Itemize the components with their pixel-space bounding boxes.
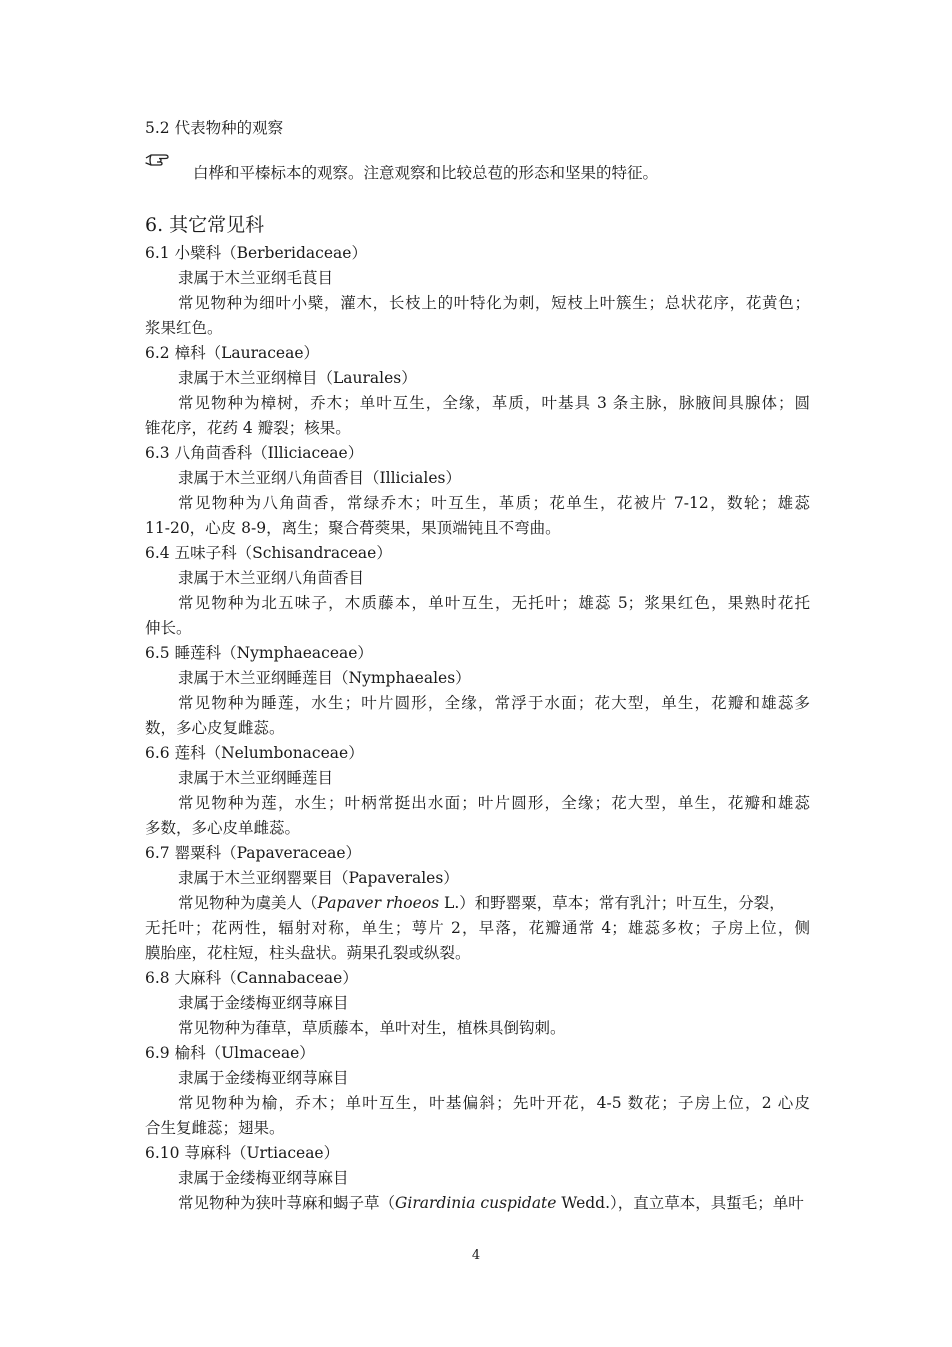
- family-heading-6-6: 6.6 莲科（Nelumbonaceae）: [145, 744, 364, 762]
- description-line: 合生复雌蕊；翅果。: [145, 1119, 285, 1137]
- description-line-poppy: [178, 891, 810, 915]
- description-line: 常见物种为莲，水生；叶柄常挺出水面；叶片圆形，全缘；花大型，单生，花瓣和雄蕊: [178, 794, 810, 812]
- section-heading-5-2: 5.2 代表物种的观察: [145, 119, 284, 137]
- description-line-nettle: [178, 1191, 810, 1215]
- classification-line: 隶属于金缕梅亚纲荨麻目: [178, 1169, 349, 1187]
- family-heading-6-4: 6.4 五味子科（Schisandraceae）: [145, 544, 392, 562]
- description-line: 11-20，心皮 8-9，离生；聚合蓇葖果，果顶端钝且不弯曲。: [145, 519, 561, 537]
- description-line: 数，多心皮复雌蕊。: [145, 719, 285, 737]
- classification-line: 隶属于木兰亚纲八角茴香目（Illiciales）: [178, 469, 461, 487]
- family-heading-6-2: 6.2 樟科（Lauraceae）: [145, 344, 320, 362]
- classification-line: 隶属于木兰亚纲睡莲目（Nymphaeales）: [178, 669, 471, 687]
- description-line: 多数，多心皮单雌蕊。: [145, 819, 301, 837]
- description-line: 常见物种为樟树，乔木；单叶互生，全缘，革质，叶基具 3 条主脉，脉腋间具腺体；圆: [178, 394, 810, 412]
- page-number: 4: [471, 1248, 481, 1263]
- text-segment: Wedd.），直立草本，具蜇毛；单叶: [556, 1194, 804, 1212]
- classification-line: 隶属于木兰亚纲罂粟目（Papaverales）: [178, 869, 459, 887]
- observation-note: 白桦和平榛标本的观察。注意观察和比较总苞的形态和坚果的特征。: [193, 164, 659, 182]
- description-line: 常见物种为睡莲，水生；叶片圆形，全缘，常浮于水面；花大型，单生，花瓣和雄蕊多: [178, 694, 810, 712]
- pointing-hand-icon: [145, 151, 175, 171]
- description-line: 浆果红色。: [145, 319, 223, 337]
- classification-line: 隶属于木兰亚纲毛茛目: [178, 269, 334, 287]
- classification-line: 隶属于金缕梅亚纲荨麻目: [178, 1069, 349, 1087]
- species-name: Papaver rhoeos: [317, 894, 440, 912]
- description-line: 膜胎座，花柱短，柱头盘状。蒴果孔裂或纵裂。: [145, 944, 471, 962]
- description-line: 锥花序，花药 4 瓣裂；核果。: [145, 419, 351, 437]
- family-heading-6-9: 6.9 榆科（Ulmaceae）: [145, 1044, 315, 1062]
- text-segment: 常见物种为狭叶荨麻和蝎子草（: [178, 1194, 396, 1212]
- description-line: 伸长。: [145, 619, 192, 637]
- classification-line: 隶属于木兰亚纲八角茴香目: [178, 569, 365, 587]
- family-heading-6-3: 6.3 八角茴香科（Illiciaceae）: [145, 444, 364, 462]
- description-line: 常见物种为八角茴香，常绿乔木；叶互生，革质；花单生，花被片 7-12，数轮；雄蕊: [178, 494, 810, 512]
- family-heading-6-10: 6.10 荨麻科（Urtiaceae）: [145, 1144, 340, 1162]
- family-heading-6-8: 6.8 大麻科（Cannabaceae）: [145, 969, 358, 987]
- section-heading-6: 6. 其它常见科: [145, 214, 265, 236]
- classification-line: 隶属于木兰亚纲樟目（Laurales）: [178, 369, 417, 387]
- text-segment: L.）和野罂粟，草本；常有乳汁；叶互生，分裂，: [439, 894, 785, 912]
- species-name: Girardinia cuspidate: [395, 1194, 557, 1212]
- description-line: 无托叶；花两性，辐射对称，单生；萼片 2，早落，花瓣通常 4；雄蕊多枚；子房上位，侧: [145, 919, 810, 937]
- description-line: 常见物种为北五味子，木质藤本，单叶互生，无托叶；雄蕊 5；浆果红色，果熟时花托: [178, 594, 810, 612]
- classification-line: 隶属于木兰亚纲睡莲目: [178, 769, 334, 787]
- description-line: 常见物种为榆，乔木；单叶互生，叶基偏斜；先叶开花，4-5 数花；子房上位，2 心皮: [178, 1094, 810, 1112]
- text-segment: 常见物种为虞美人（: [178, 894, 318, 912]
- family-heading-6-1: 6.1 小檗科（Berberidaceae）: [145, 244, 367, 262]
- description-line: 常见物种为细叶小檗，灌木，长枝上的叶特化为刺，短枝上叶簇生；总状花序，花黄色；: [178, 294, 810, 312]
- description-line: 常见物种为葎草，草质藤本，单叶对生，植株具倒钩刺。: [178, 1019, 566, 1037]
- family-heading-6-7: 6.7 罂粟科（Papaveraceae）: [145, 844, 362, 862]
- family-heading-6-5: 6.5 睡莲科（Nymphaeaceae）: [145, 644, 373, 662]
- classification-line: 隶属于金缕梅亚纲荨麻目: [178, 994, 349, 1012]
